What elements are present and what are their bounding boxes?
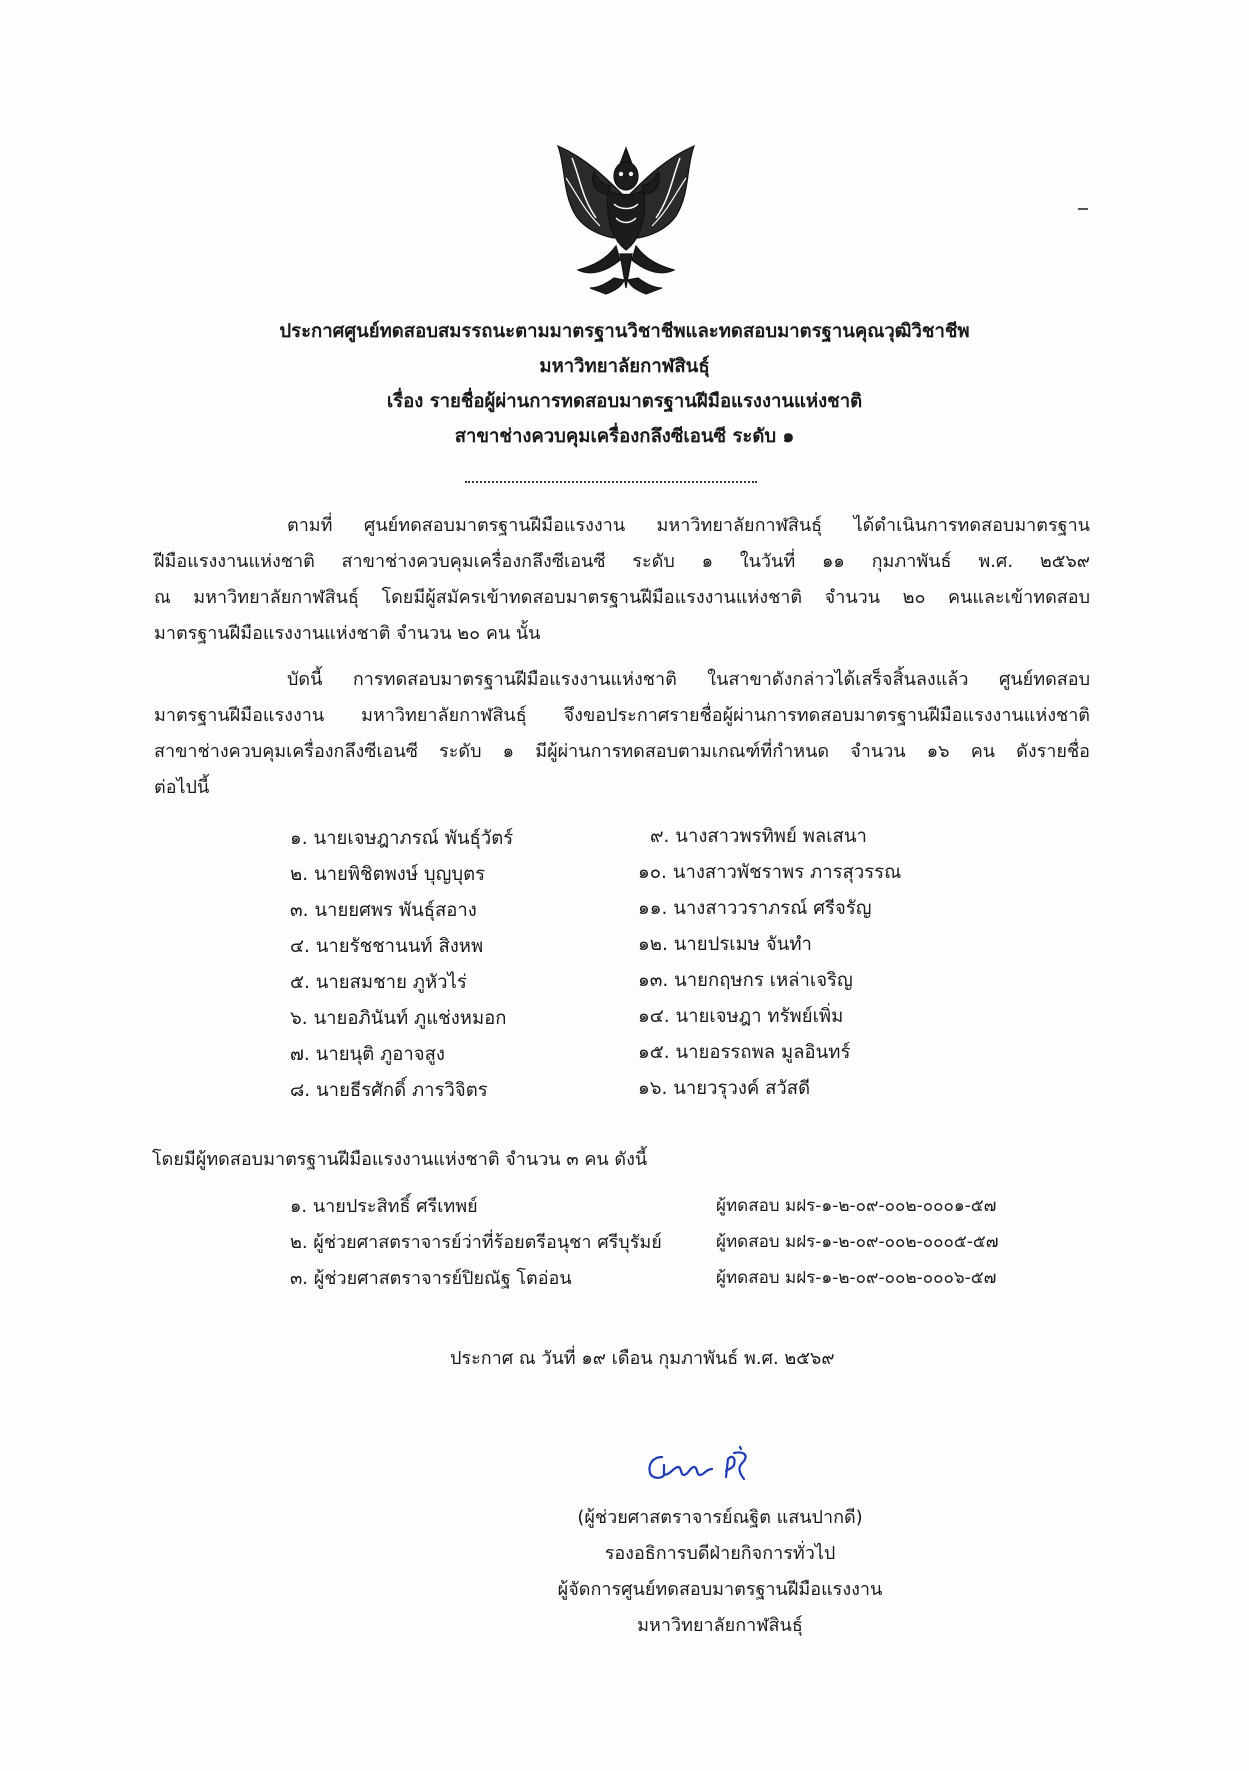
signatory-position-3: มหาวิทยาลัยกาฬสินธุ์ bbox=[637, 1615, 803, 1636]
signatory-position-1: รองอธิการบดีฝ่ายกิจการทั่วไป bbox=[604, 1543, 836, 1564]
passer-item: ๘. นายธีรศักดิ์ ภารวิจิตร bbox=[290, 1080, 488, 1101]
paragraph-2-line-2: มาตรฐานฝีมือแรงงาน มหาวิทยาลัยกาฬสินธุ์ จึงขอประกาศรายชื่อผู้ผ่านการทดสอบมาตรฐานฝีมือแรงงานแห่งชาติ bbox=[154, 705, 1090, 726]
tester-name: ๒. ผู้ช่วยศาสตราจารย์ว่าที่ร้อยตรีอนุชา ศรีบุรัมย์ bbox=[290, 1232, 662, 1253]
paragraph-2-line-3: สาขาช่างควบคุมเครื่องกลึงซีเอนซี ระดับ ๑ มีผู้ผ่านการทดสอบตามเกณฑ์ที่กำหนด จำนวน ๑๖ คน ดังรายชื่อ bbox=[154, 741, 1090, 762]
handwritten-signature bbox=[640, 1441, 770, 1491]
dotted-divider bbox=[465, 481, 757, 483]
passer-item: ๙. นางสาวพรทิพย์ พลเสนา bbox=[650, 826, 867, 847]
passer-item: ๕. นายสมชาย ภูหัวไร่ bbox=[290, 972, 467, 993]
passer-item: ๑๕. นายอรรถพล มูลอินทร์ bbox=[638, 1042, 851, 1063]
garuda-emblem-icon bbox=[536, 138, 716, 298]
passer-item: ๑๑. นางสาววราภรณ์ ศรีจรัญ bbox=[638, 898, 872, 919]
tester-code: ผู้ทดสอบ มฝร-๑-๒-๐๙-๐๐๒-๐๐๐๕-๕๗ bbox=[716, 1232, 999, 1252]
scan-mark bbox=[1078, 208, 1088, 210]
title-line-3: เรื่อง รายชื่อผู้ผ่านการทดสอบมาตรฐานฝีมือแรงงานแห่งชาติ bbox=[386, 391, 863, 412]
passer-item: ๑๒. นายปรเมษ จันทำ bbox=[638, 934, 812, 955]
title-line-4: สาขาช่างควบคุมเครื่องกลึงซีเอนซี ระดับ ๑ bbox=[454, 426, 795, 447]
passer-item: ๑. นายเจษฎาภรณ์ พันธุ์วัตร์ bbox=[290, 828, 514, 849]
passer-item: ๓. นายยศพร พันธุ์สอาง bbox=[290, 900, 477, 921]
passer-item: ๑๖. นายวรุวงค์ สวัสดี bbox=[638, 1078, 811, 1099]
signatory-position-2: ผู้จัดการศูนย์ทดสอบมาตรฐานฝีมือแรงงาน bbox=[557, 1579, 883, 1600]
testers-intro: โดยมีผู้ทดสอบมาตรฐานฝีมือแรงงานแห่งชาติ จำนวน ๓ คน ดังนี้ bbox=[152, 1149, 648, 1170]
paragraph-1-line-1: ตามที่ ศูนย์ทดสอบมาตรฐานฝีมือแรงงาน มหาวิทยาลัยกาฬสินธุ์ ได้ดำเนินการทดสอบมาตรฐาน bbox=[287, 515, 1090, 536]
passer-item: ๗. นายนุติ ภูอาจสูง bbox=[290, 1044, 445, 1065]
passer-item: ๒. นายพิชิตพงษ์ บุญบุตร bbox=[290, 864, 486, 885]
title-line-1: ประกาศศูนย์ทดสอบสมรรถนะตามมาตรฐานวิชาชีพและทดสอบมาตรฐานคุณวุฒิวิชาชีพ bbox=[279, 321, 970, 342]
tester-name: ๓. ผู้ช่วยศาสตราจารย์ปิยณัฐ โตอ่อน bbox=[290, 1268, 572, 1289]
signatory-name: (ผู้ช่วยศาสตราจารย์ณฐิต แสนปากดี) bbox=[577, 1507, 863, 1528]
announce-date: ประกาศ ณ วันที่ ๑๙ เดือน กุมภาพันธ์ พ.ศ. ๒๕๖๙ bbox=[450, 1348, 835, 1369]
passer-item: ๑๐. นางสาวพัชราพร ภารสุวรรณ bbox=[638, 862, 902, 883]
paragraph-1-line-3: ณ มหาวิทยาลัยกาฬสินธุ์ โดยมีผู้สมัครเข้าทดสอบมาตรฐานฝีมือแรงงานแห่งชาติ จำนวน ๒๐ คนและเข้าทดสอบ bbox=[154, 587, 1090, 608]
passer-item: ๔. นายรัชชานนท์ สิงหพ bbox=[290, 936, 484, 957]
title-line-2: มหาวิทยาลัยกาฬสินธุ์ bbox=[539, 356, 710, 377]
passer-item: ๑๓. นายกฤษกร เหล่าเจริญ bbox=[638, 970, 853, 991]
tester-code: ผู้ทดสอบ มฝร-๑-๒-๐๙-๐๐๒-๐๐๐๖-๕๗ bbox=[716, 1268, 997, 1288]
tester-code: ผู้ทดสอบ มฝร-๑-๒-๐๙-๐๐๒-๐๐๐๑-๕๗ bbox=[716, 1196, 997, 1216]
passer-item: ๑๔. นายเจษฎา ทรัพย์เพิ่ม bbox=[638, 1006, 844, 1027]
paragraph-2-line-1: บัดนี้ การทดสอบมาตรฐานฝีมือแรงงานแห่งชาติ ในสาขาดังกล่าวได้เสร็จสิ้นลงแล้ว ศูนย์ทดสอบ bbox=[287, 669, 1090, 690]
paragraph-1-line-4: มาตรฐานฝีมือแรงงานแห่งชาติ จำนวน ๒๐ คน นั้น bbox=[154, 623, 541, 644]
tester-name: ๑. นายประสิทธิ์ ศรีเทพย์ bbox=[290, 1196, 478, 1217]
passer-item: ๖. นายอภินันท์ ภูแช่งหมอก bbox=[290, 1008, 507, 1029]
paragraph-1-line-2: ฝีมือแรงงานแห่งชาติ สาขาช่างควบคุมเครื่องกลึงซีเอนซี ระดับ ๑ ในวันที่ ๑๑ กุมภาพันธ์ พ.ศ. ๒๕๖๙ bbox=[154, 551, 1090, 572]
paragraph-2-line-4: ต่อไปนี้ bbox=[154, 777, 210, 798]
